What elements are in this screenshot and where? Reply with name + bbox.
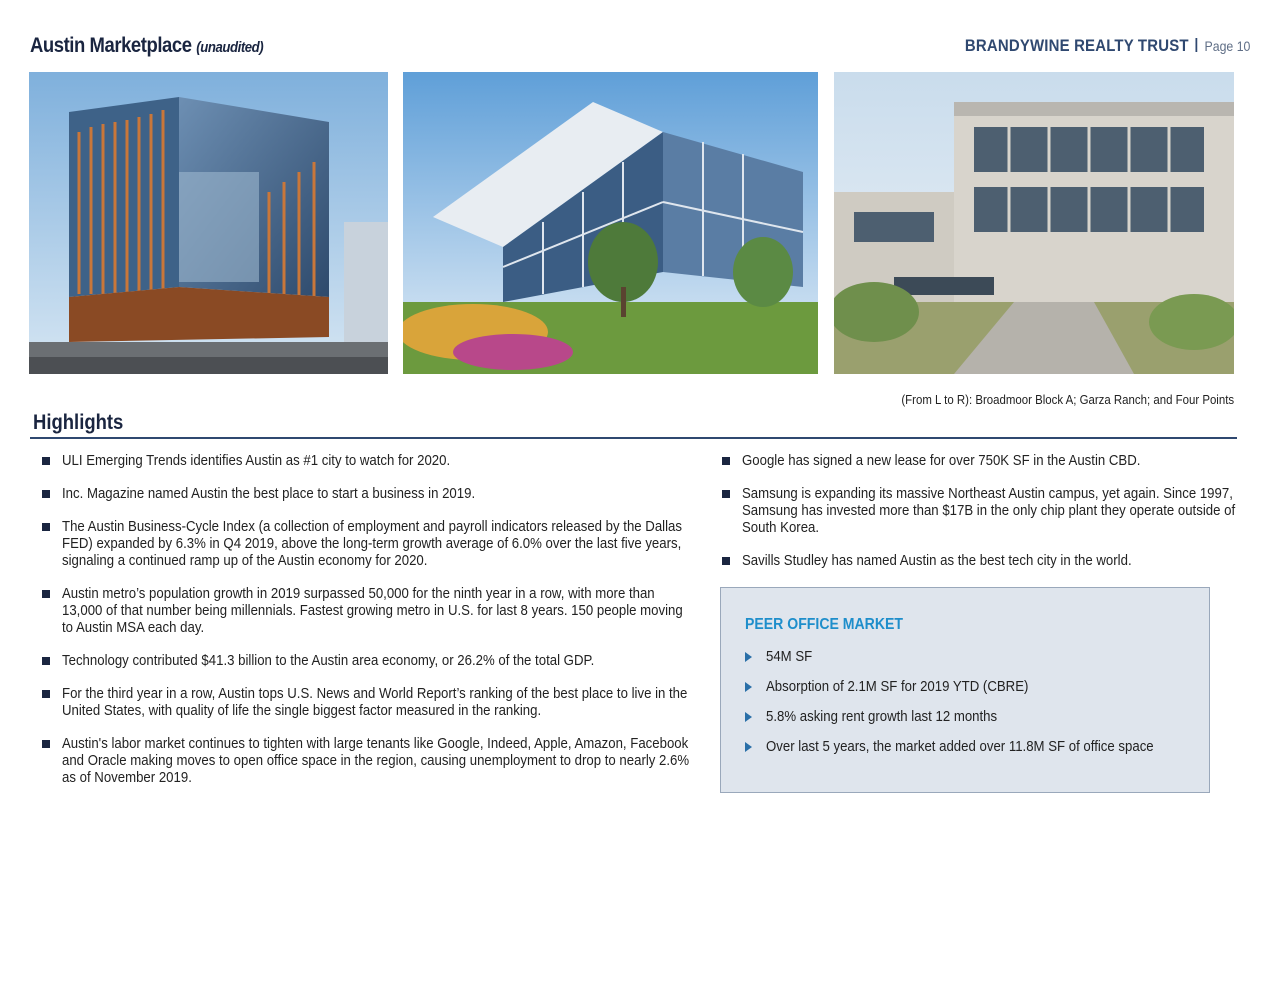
bullet-square-icon xyxy=(42,590,50,598)
page-number: Page 10 xyxy=(1204,38,1250,54)
bullet-square-icon xyxy=(42,740,50,748)
photo-garza-ranch xyxy=(403,72,818,374)
page-title xyxy=(30,34,263,58)
building-illustration-3 xyxy=(834,72,1234,374)
bullet-square-icon xyxy=(722,557,730,565)
highlights-title: Highlights xyxy=(33,411,124,434)
highlight-item: Austin metro’s population growth in 2019 surpassed 50,000 for the ninth year in a row, with more than 13,000 of that number being millennials. Fastest growing metro in U.S. for last 8 years. 150 people moving to Austin MSA each day. xyxy=(42,585,692,636)
highlights-left-column xyxy=(42,452,692,802)
peer-office-market-box: PEER OFFICE MARKET 54M SF Absorption of 2.1M SF for 2019 YTD (CBRE) 5.8% asking rent growth last 12 months Over last 5 years, the market added over 11.8M SF of office space xyxy=(720,587,1210,793)
highlight-item: Technology contributed $41.3 billion to the Austin area economy, or 26.2% of the total GDP. xyxy=(42,652,692,669)
arrow-right-icon xyxy=(745,712,752,722)
photo-four-points xyxy=(834,72,1234,374)
highlight-item: Austin's labor market continues to tighten with large tenants like Google, Indeed, Apple, Amazon, Facebook and Oracle making moves to open office space in the region, causing unemployment to drop to nearly 2.6% as of November 2019. xyxy=(42,735,692,786)
bullet-square-icon xyxy=(42,657,50,665)
highlight-item: Savills Studley has named Austin as the best tech city in the world. xyxy=(722,552,1242,569)
bullet-square-icon xyxy=(42,523,50,531)
bullet-square-icon xyxy=(42,457,50,465)
title-text: Austin Marketplace xyxy=(30,34,192,57)
photo-broadmoor-block-a xyxy=(29,72,388,374)
arrow-right-icon xyxy=(745,742,752,752)
arrow-right-icon xyxy=(745,682,752,692)
highlight-item: Samsung is expanding its massive Northeast Austin campus, yet again. Since 1997, Samsung has invested more than $17B in the only chip plant they operate outside of South Korea. xyxy=(722,485,1242,536)
highlight-item: The Austin Business-Cycle Index (a collection of employment and payroll indicators released by the Dallas FED) expanded by 6.3% in Q4 2019, above the long-term growth average of 6.0% over the last five years, signaling a continued ramp up of the Austin economy for 2020. xyxy=(42,518,692,569)
brand-divider xyxy=(1195,38,1197,52)
company-name: BRANDYWINE REALTY TRUST xyxy=(964,36,1189,55)
bullet-square-icon xyxy=(722,457,730,465)
highlights-divider xyxy=(30,437,1237,439)
header xyxy=(30,34,1250,64)
title-subtitle: (unaudited) xyxy=(196,39,264,56)
building-illustration-2 xyxy=(403,72,818,374)
highlight-item: Google has signed a new lease for over 750K SF in the Austin CBD. xyxy=(722,452,1242,469)
bullet-square-icon xyxy=(42,490,50,498)
highlights-right-column xyxy=(722,452,1242,585)
bullet-square-icon xyxy=(42,690,50,698)
building-illustration-1 xyxy=(29,72,388,374)
brand-block xyxy=(965,36,1250,56)
highlight-item: For the third year in a row, Austin tops U.S. News and World Report’s ranking of the best place to live in the United States, with quality of life the single biggest factor measured in the ranking. xyxy=(42,685,692,719)
arrow-right-icon xyxy=(745,652,752,662)
bullet-square-icon xyxy=(722,490,730,498)
highlight-item: ULI Emerging Trends identifies Austin as #1 city to watch for 2020. xyxy=(42,452,692,469)
photo-caption: (From L to R): Broadmoor Block A; Garza Ranch; and Four Points xyxy=(901,392,1234,407)
highlight-item: Inc. Magazine named Austin the best place to start a business in 2019. xyxy=(42,485,692,502)
peer-market-title: PEER OFFICE MARKET xyxy=(745,616,904,633)
